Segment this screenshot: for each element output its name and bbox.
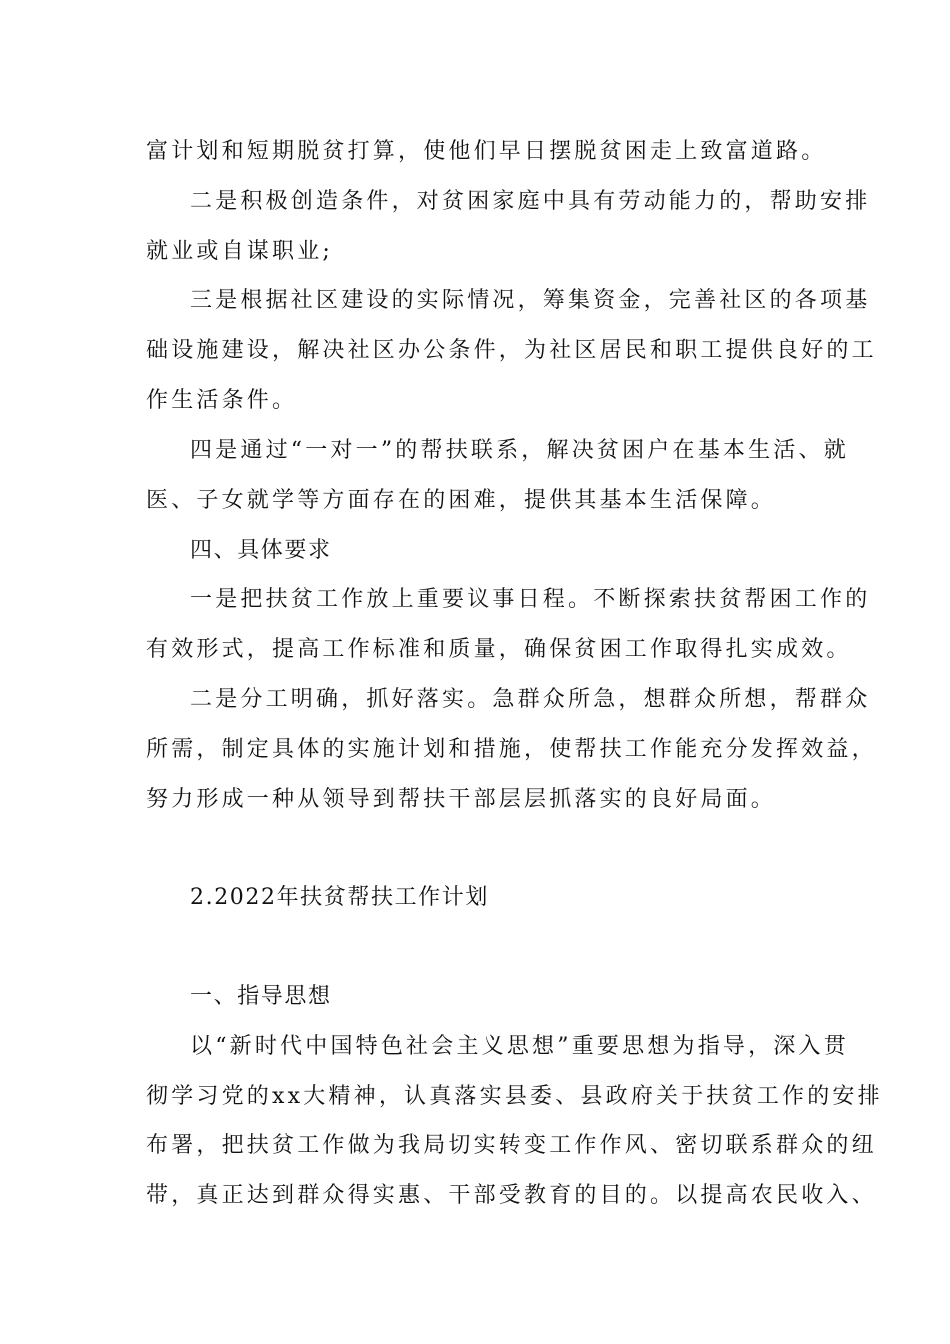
section-heading: 一、指导思想 [190,984,332,1009]
section-heading: 四、具体要求 [190,538,332,563]
text-line: 努力形成一种从领导到帮扶干部层层抓落实的良好局面。 [146,787,777,812]
text-line: 有效形式，提高工作标准和质量，确保贫困工作取得扎实成效。 [146,637,852,662]
text-line: 以“新时代中国特色社会主义思想”重要思想为指导，深入贯 [190,1034,849,1059]
text-line: 富计划和短期脱贫打算，使他们早日摆脱贫困走上致富道路。 [146,139,827,164]
text-line: 彻学习党的xx大精神，认真落实县委、县政府关于扶贫工作的安排 [146,1084,883,1109]
text-line: 带，真正达到群众得实惠、干部受教育的目的。以提高农民收入、 [146,1183,877,1208]
document-title: 2.2022年扶贫帮扶工作计划 [190,885,489,910]
text-line: 所需，制定具体的实施计划和措施，使帮扶工作能充分发挥效益， [146,737,877,762]
text-line: 四是通过“一对一”的帮扶联系，解决贫困户在基本生活、就 [190,438,849,463]
text-line: 二是分工明确，抓好落实。急群众所急，想群众所想，帮群众 [190,687,871,712]
text-line: 一是把扶贫工作放上重要议事日程。不断探索扶贫帮困工作的 [190,587,871,612]
text-line: 布署，把扶贫工作做为我局切实转变工作作风、密切联系群众的纽 [146,1133,877,1158]
text-line: 作生活条件。 [146,388,298,413]
text-line: 二是积极创造条件，对贫困家庭中具有劳动能力的，帮助安排 [190,189,871,214]
text-line: 三是根据社区建设的实际情况，筹集资金，完善社区的各项基 [190,288,871,313]
text-line: 就业或自谋职业; [146,239,334,264]
text-line: 医、子女就学等方面存在的困难，提供其基本生活保障。 [146,488,777,513]
text-line: 础设施建设，解决社区办公条件，为社区居民和职工提供良好的工 [146,338,877,363]
